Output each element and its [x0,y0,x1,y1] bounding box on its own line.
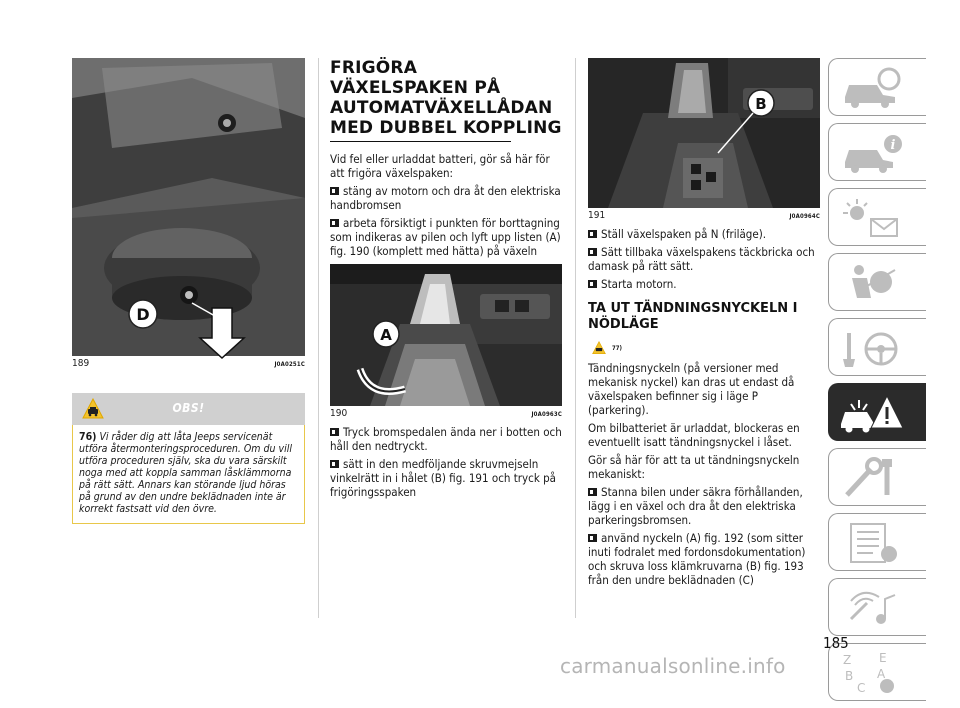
bullet-icon [330,428,339,436]
paragraph: Om bilbatteriet är urladdat, blockeras en eventuellt isatt tändningsnyckel i låset. [588,421,800,449]
heading-line: TA UT TÄNDNINGSNYCKELN I [588,301,798,316]
tab-car-dashboard[interactable] [828,58,926,116]
figure-code: J0A0963C [531,411,562,418]
obs-header [72,393,305,425]
bullet-icon [330,219,339,227]
heading-line: AUTOMATVÄXELLÅDAN [330,98,553,118]
tab-steering-wheel[interactable] [828,318,926,376]
note-text: Vi råder dig att låta Jeeps servicenät utföra återmonteringsproceduren. Om du vill utföra proceduren själv, ska du vara särskilt noga med att koppla samman låsklämmorna på rätt sätt. Annars kan störande ljud höras på grund av den undre beklädnaden inte är korrekt fastsatt vid den övre. [79,431,292,515]
tab-multimedia[interactable] [828,578,926,636]
steering-wheel-icon [837,325,907,371]
figure-190-callout: A [380,326,392,344]
figure-191-caption [588,208,820,221]
figure-189-photo [72,58,305,356]
list-item-text: arbeta försiktigt i punkten för borttagning som indikeras av pilen och lyft upp listen (A) fig. 190 (komplett med hätta) på växeln [330,216,561,258]
page-number: 185 [823,634,849,652]
multimedia-icon [837,585,907,631]
gear-lever-illustration [330,264,562,406]
bullet-icon [588,280,597,288]
heading-rule [330,141,511,142]
figure-code: J0A0251C [274,361,305,368]
figure-code: J0A0964C [789,213,820,220]
obs-title: OBS! [172,401,205,415]
middle-column [330,58,562,503]
section-heading [330,58,562,138]
heading-line: FRIGÖRA [330,58,418,78]
heading-line: NÖDLÄGE [588,317,659,332]
list-item [588,245,820,273]
tab-car-info[interactable] [828,123,926,181]
list-item-text: använd nyckeln (A) fig. 192 (som sitter inuti fodralet med fordonsdokumentation) och skruva loss klämkruvarna (B) fig. 193 från den undre beklädnaden (C) [588,531,806,587]
car-accident-warning-icon [837,390,907,436]
tab-airbag[interactable] [828,253,926,311]
figure-number: 190 [330,408,348,419]
tools-icon [837,455,907,501]
list-item [330,216,562,258]
list-item-text: Stanna bilen under säkra förhållanden, lägg i en växel och dra åt den elektriska parkeringsbromsen. [588,485,803,527]
tab-tools[interactable] [828,448,926,506]
gear-lever-release-illustration [588,58,820,208]
svg-text:B: B [845,669,854,683]
car-info-icon [837,130,907,176]
tab-lights-mail[interactable] [828,188,926,246]
car-warning-icon [592,341,606,355]
list-item [588,485,820,527]
watermark: carmanualsonline.info [560,654,786,678]
right-column [588,58,820,591]
obs-note [72,425,305,524]
checklist-icon [837,520,907,566]
paragraph: Gör så här för att ta ut tändningsnyckeln mekaniskt: [588,453,800,481]
tab-emergency[interactable] [828,383,926,441]
left-column [72,58,305,524]
svg-text:i: i [890,138,896,153]
list-item [330,184,562,212]
list-item [330,457,562,499]
heading-line: MED DUBBEL KOPPLING [330,118,562,138]
chapter-tabs [828,58,926,708]
column-divider [318,58,319,618]
figure-191-photo [588,58,820,208]
list-item-text: Tryck bromspedalen ända ner i botten och håll den nedtryckt. [330,425,562,453]
list-item-text: Ställ växelspaken på N (friläge). [601,227,767,241]
note-number: 76) [79,431,97,443]
list-item-text: Starta motorn. [601,277,677,291]
list-item-text: Sätt tillbaka växelspakens täckbricka och damask på rätt sätt. [588,245,815,273]
bullet-icon [588,534,597,542]
figure-number: 189 [72,358,90,369]
list-item-text: stäng av motorn och dra åt den elektriska handbromsen [330,184,561,212]
paragraph: Tändningsnyckeln (på versioner med mekanisk nyckel) kan dras ut endast då växelspaken befinner sig i läge P (parkering). [588,361,795,417]
index-icon [837,650,907,696]
figure-191-callout: B [755,95,767,113]
svg-text:C: C [857,681,866,695]
list-item [588,277,820,291]
column-divider [575,58,576,618]
svg-text:E: E [879,651,887,665]
heading-line: VÄXELSPAKEN PÅ [330,78,501,98]
figure-190-caption [330,406,562,419]
bullet-icon [588,488,597,496]
svg-text:Z: Z [843,653,852,667]
lights-mail-icon [837,195,907,241]
car-dashboard-icon [837,65,907,111]
bullet-icon [588,248,597,256]
list-item [330,425,562,453]
svg-text:A: A [877,667,886,681]
figure-190-photo [330,264,562,406]
list-item-text: sätt in den medföljande skruvmejseln vinkelrätt in i hålet (B) fig. 191 och tryck på frigöringsspaken [330,457,557,499]
warning-reference [592,341,820,355]
bullet-icon [588,230,597,238]
list-item [588,227,820,241]
tab-checklist[interactable] [828,513,926,571]
figure-189-callout: D [136,305,150,324]
section-heading-2 [588,301,820,333]
figure-189-caption [72,356,305,369]
bullet-icon [330,187,339,195]
list-item [588,531,820,587]
steering-column-illustration [72,58,305,356]
warning-ref-number: 77) [612,344,622,352]
airbag-icon [837,260,907,306]
bullet-icon [330,460,339,468]
figure-number: 191 [588,210,606,221]
intro-paragraph: Vid fel eller urladdat batteri, gör så här för att frigöra växelspaken: [330,152,550,180]
